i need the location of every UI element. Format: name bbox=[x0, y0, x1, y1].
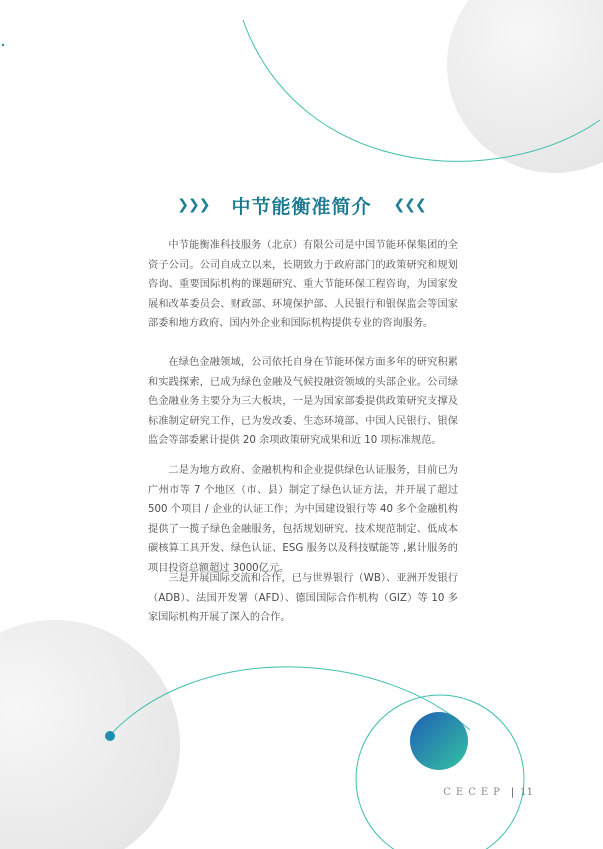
paragraph-intro: 中节能衡准科技服务（北京）有限公司是中国节能环保集团的全资子公司。公司自成立以来，长期致力于政府部门的政策研究和规划咨询、重要国际机构的课题研究、重大节能环保工程咨询，为国家发展和改革委员会、财政部、环境保护部、人民银行和银保监会等国家部委和地方政府、国内外企业和国际机构提供专业的咨询服务。 bbox=[148, 240, 458, 329]
gray-circle-top-right bbox=[447, 0, 603, 173]
dot-top-left bbox=[2, 44, 4, 46]
chevrons-right-icon: ❯❯❯ bbox=[177, 197, 210, 213]
dot-bottom-left bbox=[105, 731, 115, 741]
chevrons-left-icon: ❮❮❮ bbox=[393, 197, 426, 213]
gradient-circle bbox=[410, 712, 468, 770]
page-number: 11 bbox=[520, 787, 533, 798]
page-footer bbox=[443, 787, 533, 798]
paragraph-certification: 二是为地方政府、金融机构和企业提供绿色认证服务，目前已为广州市等 7 个地区（市、县）制定了绿色认证方法，并开展了超过 500 个项目 / 企业的认证工作；为中国建设银行等 40 多个金融机构提供了一揽子绿色金融服务，包括规划研究、技术规范制定、低成本碳核算工具开发、绿色认证、ESG 服务以及科技赋能等 ,累计服务的项目投资总额超过 3000亿元。 bbox=[148, 465, 458, 574]
gray-circle-bottom-left bbox=[0, 620, 180, 849]
footer-separator: | bbox=[510, 787, 515, 798]
footer-brand: CECEP bbox=[443, 787, 505, 798]
title-row bbox=[0, 190, 603, 220]
paragraph-international: 三是开展国际交流和合作，已与世界银行（WB）、亚洲开发银行（ADB）、法国开发署（AFD）、德国国际合作机构（GIZ）等 10 多家国际机构开展了深入的合作。 bbox=[148, 573, 458, 623]
paragraph-green-finance: 在绿色金融领域，公司依托自身在节能环保方面多年的研究积累和实践探索，已成为绿色金融及气候投融资领域的头部企业。公司绿色金融业务主要分为三大板块，一是为国家部委提供政策研究支撑及标准制定研究工作，已为发改委、生态环境部、中国人民银行、银保监会等部委累计提供 20 余项政策研究成果和近 10 项标准规范。 bbox=[148, 357, 458, 446]
page-title: 中节能衡准简介 bbox=[231, 195, 372, 218]
